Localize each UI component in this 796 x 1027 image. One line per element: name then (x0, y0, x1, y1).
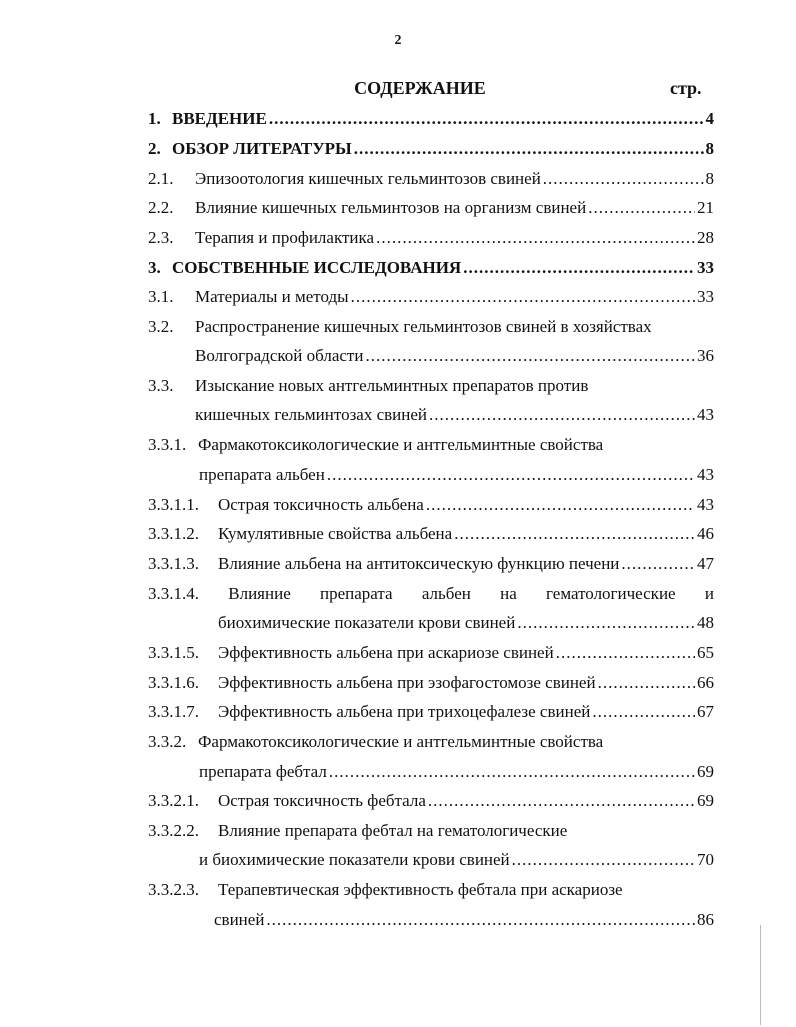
toc-entry (148, 494, 714, 516)
dot-leader (556, 642, 695, 664)
dot-leader (588, 197, 695, 219)
scan-margin-line (760, 925, 761, 1025)
toc-entry-title-cont: биохимические показатели крови свиней (218, 613, 516, 632)
dot-leader (428, 790, 695, 812)
toc-entry-number: 3.3.1. (148, 435, 187, 454)
dot-leader (365, 345, 695, 367)
toc-entry-number: 3.1. (148, 287, 174, 306)
toc-entry-word: на (500, 584, 517, 603)
toc-entry-continuation (195, 404, 714, 426)
toc-entry-title-cont: и биохимические показатели крови свиней (199, 850, 510, 869)
toc-entry-number: 3.3.1.1. (148, 495, 199, 514)
toc-entry-page: 43 (697, 405, 714, 424)
toc-entry-number: 3.3.2.3. (148, 880, 199, 899)
dot-leader (376, 227, 695, 249)
toc-entry-word: гематологические (546, 584, 676, 603)
toc-entry-title: ОБЗОР ЛИТЕРАТУРЫ (172, 139, 352, 158)
dot-leader (329, 761, 695, 783)
dot-leader (517, 612, 695, 634)
toc-entry (148, 257, 714, 279)
toc-entry-title: Распространение кишечных гельминтозов свиней в хозяйствах (195, 317, 652, 336)
toc-entry-title: Эффективность альбена при трихоцефалезе свиней (218, 702, 591, 721)
toc-entry-word: альбен (421, 584, 471, 603)
toc-entry (148, 701, 714, 723)
toc-entry (148, 286, 714, 308)
dot-leader (266, 909, 695, 931)
toc-entry (148, 790, 714, 812)
toc-title: СОДЕРЖАНИЕ (354, 78, 486, 98)
toc-entry (148, 820, 714, 842)
toc-entry-page: 67 (697, 702, 714, 721)
toc-entry-page: 65 (697, 643, 714, 662)
page-number: 2 (394, 33, 402, 48)
toc-entry-word: Влияние (228, 584, 291, 603)
toc-entry-continuation (195, 345, 714, 367)
toc-entry (148, 642, 714, 664)
toc-entry-page: 4 (705, 109, 714, 128)
toc-entry-title: Изыскание новых антгельминтных препаратов против (195, 376, 589, 395)
toc-entry-page: 8 (705, 169, 714, 188)
toc-entry-number: 3.3.1.4. (148, 584, 199, 603)
toc-entry-number: 3.3.2.1. (148, 791, 199, 810)
toc-entry (148, 316, 714, 338)
dot-leader (429, 404, 695, 426)
toc-entry-page: 28 (697, 228, 714, 247)
toc-entry-title: Острая токсичность альбена (218, 495, 424, 514)
toc-entry-page: 8 (705, 139, 714, 158)
toc-entry-word: препарата (320, 584, 393, 603)
toc-entry-number: 3.3.1.5. (148, 643, 199, 662)
toc-entry-page: 43 (697, 495, 714, 514)
toc-entry-page: 36 (697, 346, 714, 365)
toc-entry-continuation (199, 761, 714, 783)
toc-entry (148, 553, 714, 575)
toc-entry-title-cont: Волгоградской области (195, 346, 364, 365)
toc-entry-title: Терапия и профилактика (195, 228, 375, 247)
dot-leader (327, 464, 695, 486)
toc-entry (148, 108, 714, 130)
toc-entry (148, 731, 714, 753)
dot-leader (592, 701, 695, 723)
toc-entry-page: 70 (697, 850, 714, 869)
toc-entry-title: Влияние альбена на антитоксическую функцию печени (218, 554, 620, 573)
toc-entry-page: 48 (697, 613, 714, 632)
dot-leader (598, 672, 695, 694)
toc-entry-continuation (199, 464, 714, 486)
dot-leader (463, 257, 695, 279)
toc-entry-title: Влияние кишечных гельминтозов на организм свиней (195, 198, 587, 217)
dot-leader (426, 494, 695, 516)
dot-leader (454, 523, 695, 545)
toc-entry-number: 3.3.1.2. (148, 524, 199, 543)
toc-entry (148, 227, 714, 249)
toc-entry-number: 3.3.2.2. (148, 821, 199, 840)
dot-leader (351, 286, 695, 308)
toc-entry-number: 3.3.1.6. (148, 673, 199, 692)
toc-entry-title-cont: свиней (214, 910, 265, 929)
toc-entry-title: ВВЕДЕНИЕ (172, 109, 267, 128)
toc-entry-title: Терапевтическая эффективность фебтала при аскариозе (218, 880, 623, 899)
toc-entry-page: 33 (697, 287, 714, 306)
toc-entry-number: 3. (148, 258, 161, 277)
toc-entry-page: 43 (697, 465, 714, 484)
page-column-label: стр. (670, 78, 702, 98)
dot-leader (354, 138, 704, 160)
toc-entry-number: 2. (148, 139, 161, 158)
toc-entry-title: Влияние препарата фебтал на гематологические (218, 821, 568, 840)
toc-entry-word: и (704, 584, 714, 603)
toc-entry (148, 168, 714, 190)
toc-entry-title: СОБСТВЕННЫЕ ИССЛЕДОВАНИЯ (172, 258, 462, 277)
toc-entry (148, 879, 714, 901)
toc-entry-number: 3.3.1.3. (148, 554, 199, 573)
toc-entry (148, 583, 714, 605)
toc-entry-page: 46 (697, 524, 714, 543)
toc-entry-page: 47 (697, 554, 714, 573)
toc-entry-page: 69 (697, 791, 714, 810)
toc-entry-title: Материалы и методы (195, 287, 349, 306)
toc-entry-number: 3.2. (148, 317, 174, 336)
toc-entry-title: Фармакотоксикологические и антгельминтные свойства (198, 732, 604, 751)
toc-entry-continuation (218, 612, 714, 634)
toc-entry-page: 33 (697, 258, 714, 277)
dot-leader (512, 849, 695, 871)
toc-entry-number: 1. (148, 109, 161, 128)
toc-entry-title: Эффективность альбена при эзофагостомозе свиней (218, 673, 596, 692)
toc-entry-number: 2.3. (148, 228, 174, 247)
toc-entry-number: 2.1. (148, 169, 174, 188)
toc-entry-title: Эффективность альбена при аскариозе свиней (218, 643, 554, 662)
toc-entry (148, 434, 714, 456)
dot-leader (269, 108, 704, 130)
toc-entry-title: Фармакотоксикологические и антгельминтные свойства (198, 435, 604, 454)
toc-entry-title: Кумулятивные свойства альбена (218, 524, 453, 543)
dot-leader (621, 553, 695, 575)
toc-entry-title: Эпизоотология кишечных гельминтозов свиней (195, 169, 541, 188)
toc-entry-page: 86 (697, 910, 714, 929)
toc-entry-title-cont: препарата фебтал (199, 762, 327, 781)
toc-entry (148, 197, 714, 219)
toc-entry-number: 3.3. (148, 376, 174, 395)
dot-leader (543, 168, 704, 190)
toc-entry-title-cont: кишечных гельминтозах свиней (195, 405, 427, 424)
toc-entry-page: 21 (697, 198, 714, 217)
toc-entry-continuation (199, 849, 714, 871)
toc-entry-number: 3.3.1.7. (148, 702, 199, 721)
toc-entry-title-cont: препарата альбен (199, 465, 325, 484)
toc-entry-page: 69 (697, 762, 714, 781)
toc-entry-number: 3.3.2. (148, 732, 187, 751)
toc-entry-title: Острая токсичность фебтала (218, 791, 426, 810)
toc-entry-number: 2.2. (148, 198, 174, 217)
toc-entry (148, 672, 714, 694)
toc-entry (148, 375, 714, 397)
toc-entry (148, 523, 714, 545)
toc-entry-page: 66 (697, 673, 714, 692)
toc-entry (148, 138, 714, 160)
toc-entry-continuation (214, 909, 714, 931)
